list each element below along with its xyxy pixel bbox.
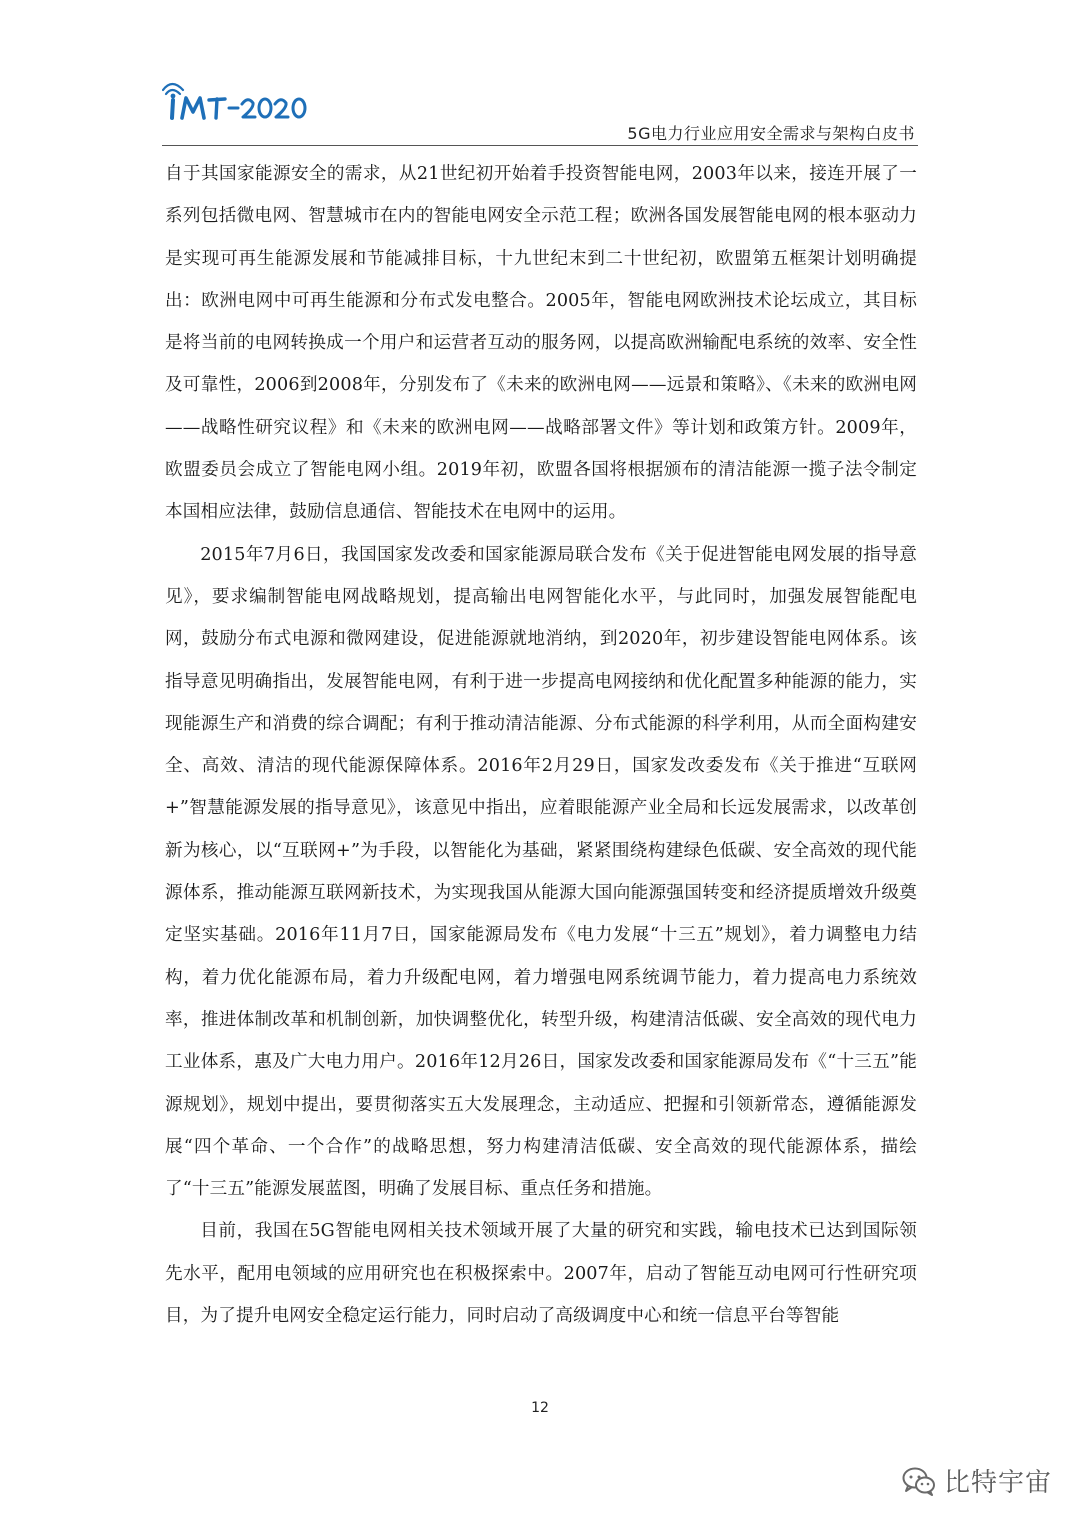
source-watermark	[902, 1462, 1052, 1499]
paragraph-policy: 2015年7月6日，我国国家发改委和国家能源局联合发布《关于促进智能电网发展的指导意见》，要求编制智能电网战略规划，提高输出电网智能化水平，与此同时，加强发展智能配电网，鼓励分布式电源和微网建设，促进能源就地消纳，到2020年，初步建设智能电网体系。该指导意见明确指出，发展智能电网，有利于进一步提高电网接纳和优化配置多种能源的能力，实现能源生产和消费的综合调配；有利于推动清洁能源、分布式能源的科学利用，从而全面构建安全、高效、清洁的现代能源保障体系。2016年2月29日，国家发改委发布《关于推进“互联网+”智慧能源发展的指导意见》，该意见中指出，应着眼能源产业全局和长远发展需求，以改革创新为核心，以“互联网+”为手段，以智能化为基础，紧紧围绕构建绿色低碳、安全高效的现代能源体系，推动能源互联网新技术，为实现我国从能源大国向能源强国转变和经济提质增效升级奠定坚实基础。2016年11月7日，国家能源局发布《电力发展“十三五”规划》，着力调整电力结构，着力优化能源布局，着力升级配电网，着力增强电网系统调节能力，着力提高电力系统效率，推进体制改革和机制创新，加快调整优化，转型升级，构建清洁低碳、安全高效的现代电力工业体系，惠及广大电力用户。2016年12月26日，国家发改委和国家能源局发布《“十三五”能源规划》，规划中提出，要贯彻落实五大发展理念，主动适应、把握和引领新常态，遵循能源发展“四个革命、一个合作”的战略思想，努力构建清洁低碳、安全高效的现代能源体系，描绘了“十三五”能源发展蓝图，明确了发展目标、重点任务和措施。	[165, 544, 917, 1200]
imt-2020-logo	[162, 74, 312, 126]
page-number: 12	[531, 1400, 549, 1416]
logo-graphic	[162, 74, 312, 126]
paragraph-continuation: 自于其国家能源安全的需求，从21世纪初开始着手投资智能电网，2003年以来，接连开展了一系列包括微电网、智慧城市在内的智能电网安全示范工程；欧洲各国发展智能电网的根本驱动力是实现可再生能源发展和节能减排目标，十九世纪末到二十世纪初，欧盟第五框架计划明确提出：欧洲电网中可再生能源和分布式发电整合。2005年，智能电网欧洲技术论坛成立，其目标是将当前的电网转换成一个用户和运营者互动的服务网，以提高欧洲输配电系统的效率、安全性及可靠性，2006到2008年，分别发布了《未来的欧洲电网——远景和策略》、《未来的欧洲电网——战略性研究议程》和《未来的欧洲电网——战略部署文件》等计划和政策方针。2009年，欧盟委员会成立了智能电网小组。2019年初，欧盟各国将根据颁布的清洁能源一揽子法令制定本国相应法律，鼓励信息通信、智能技术在电网中的运用。	[165, 164, 917, 523]
document-title: 5G电力行业应用安全需求与架构白皮书	[627, 124, 915, 143]
wechat-icon	[902, 1466, 936, 1496]
body-text	[165, 153, 917, 1337]
header-divider	[162, 145, 918, 146]
watermark-text: 比特宇宙	[944, 1468, 1053, 1498]
paragraph-current-status: 目前，我国在5G智能电网相关技术领域开展了大量的研究和实践，输电技术已达到国际领先水平，配用电领域的应用研究也在积极探索中。2007年，启动了智能互动电网可行性研究项目，为了提升电网安全稳定运行能力，同时启动了高级调度中心和统一信息平台等智能	[165, 1221, 917, 1327]
